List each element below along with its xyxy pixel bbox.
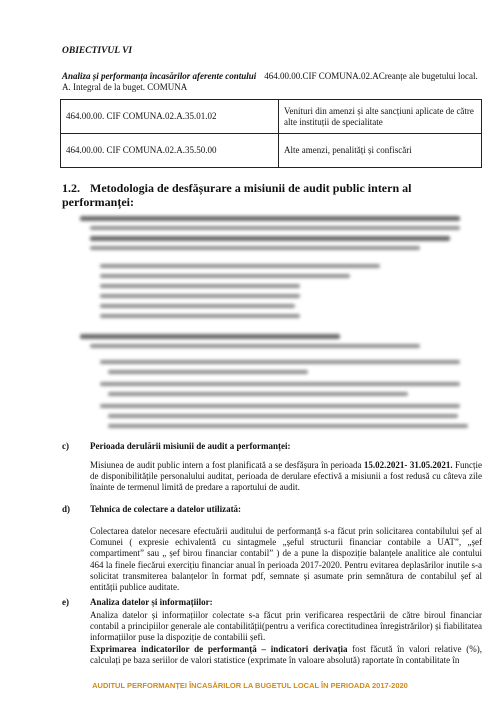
page-footer: AUDITUL PERFORMANȚEI ÎNCASĂRILOR LA BUGETUL LOCAL ÎN PERIOADA 2017-2020 bbox=[92, 681, 408, 690]
subsection-c-paragraph bbox=[90, 460, 482, 494]
table-cell-description: Venituri din amenzi și alte sancțiuni aplicate de către alte instituții de specialitate bbox=[279, 100, 482, 134]
subsection-label: Tehnica de colectare a datelor utilizată: bbox=[90, 504, 242, 514]
analysis-paragraph bbox=[62, 71, 480, 93]
subsection-e-paragraph: Analiza datelor și informațiilor colectate s-a făcut prin verificarea respectării de către biroul financiar contabil a principiilor generale ale contabilității(pentru a verifica corectitudinea înregistrărilor) și fiabilitatea informațiilor puse la dispoziție de contabilii șefi. bbox=[90, 610, 482, 643]
analysis-lead: Analiza și performanța încasărilor aferente contului bbox=[62, 71, 257, 81]
subsection-letter: c) bbox=[62, 441, 69, 451]
section-heading bbox=[62, 181, 482, 209]
table-cell-code: 464.00.00. CIF COMUNA.02.A.35.50.00 bbox=[61, 134, 279, 168]
subsection-d-paragraph: Colectarea datelor necesare efectuării auditului de performanță s-a făcut prin solicitarea contabilului șef al Comunei ( expresie echivalentă cu sintagmele „șeful structurii financiar contabile a UAT”, „șef compartiment” sau „ șef birou financiar contabil” ) de a pune la dispoziție balanțele analitice ale contului 464 la finele fiecărui exercițiu financiar anual în perioada 2017-2020. Pentru evitarea deplasărilor inutile s-a solicitat transmiterea balanțelor în format pdf, semnate și asumate prin semnătura de contabilul șef al entității publice auditate. bbox=[90, 526, 482, 593]
subsection-d-heading bbox=[62, 504, 482, 515]
account-codes-table bbox=[60, 99, 482, 168]
section-title: Metodologia de desfășurare a misiunii de audit public intern al performanței: bbox=[62, 181, 412, 209]
table-row bbox=[61, 100, 482, 134]
text-run: fost făcută în valori relative (%), calculați pe baza seriilor de valori statistice (exprimate în valoare absolută) raportate în contabilitate în bbox=[90, 644, 482, 666]
subsection-label: Perioada derulării misiunii de audit a performanței: bbox=[90, 441, 291, 451]
subsection-letter: e) bbox=[62, 597, 69, 607]
text-run: Funcție de disponibilitățile personalului auditat, perioada de derulare efectivă a misiunii a fost redusă cu câteva zile înainte de termenul limită de predare a raportului de audit. bbox=[90, 460, 482, 493]
subsection-label: Analiza datelor și informațiilor: bbox=[90, 597, 213, 607]
analysis-account-code: 464.00.00.CIF COMUNA.02.ACreanțe ale bugetului local. A. Integral de la buget. COMUNA bbox=[62, 71, 478, 92]
subsection-e-heading bbox=[62, 597, 482, 608]
indicators-label: Exprimarea indicatorilor de performanță – indicatori derivația bbox=[90, 644, 348, 654]
table-row bbox=[61, 134, 482, 168]
period-dates: 15.02.2021- 31.05.2021. bbox=[363, 460, 453, 470]
redacted-region bbox=[60, 210, 484, 435]
objective-title: OBIECTIVUL VI bbox=[62, 46, 133, 56]
subsection-c-heading bbox=[62, 441, 482, 452]
text-run: Misiunea de audit public intern a fost planificată a se desfășura în perioada bbox=[90, 460, 364, 470]
table-cell-code: 464.00.00. CIF COMUNA.02.A.35.01.02 bbox=[61, 100, 279, 134]
subsection-letter: d) bbox=[62, 504, 71, 514]
table-cell-description: Alte amenzi, penalități și confiscări bbox=[279, 134, 482, 168]
section-number: 1.2. bbox=[62, 181, 80, 195]
subsection-e-paragraph-2 bbox=[90, 644, 482, 666]
